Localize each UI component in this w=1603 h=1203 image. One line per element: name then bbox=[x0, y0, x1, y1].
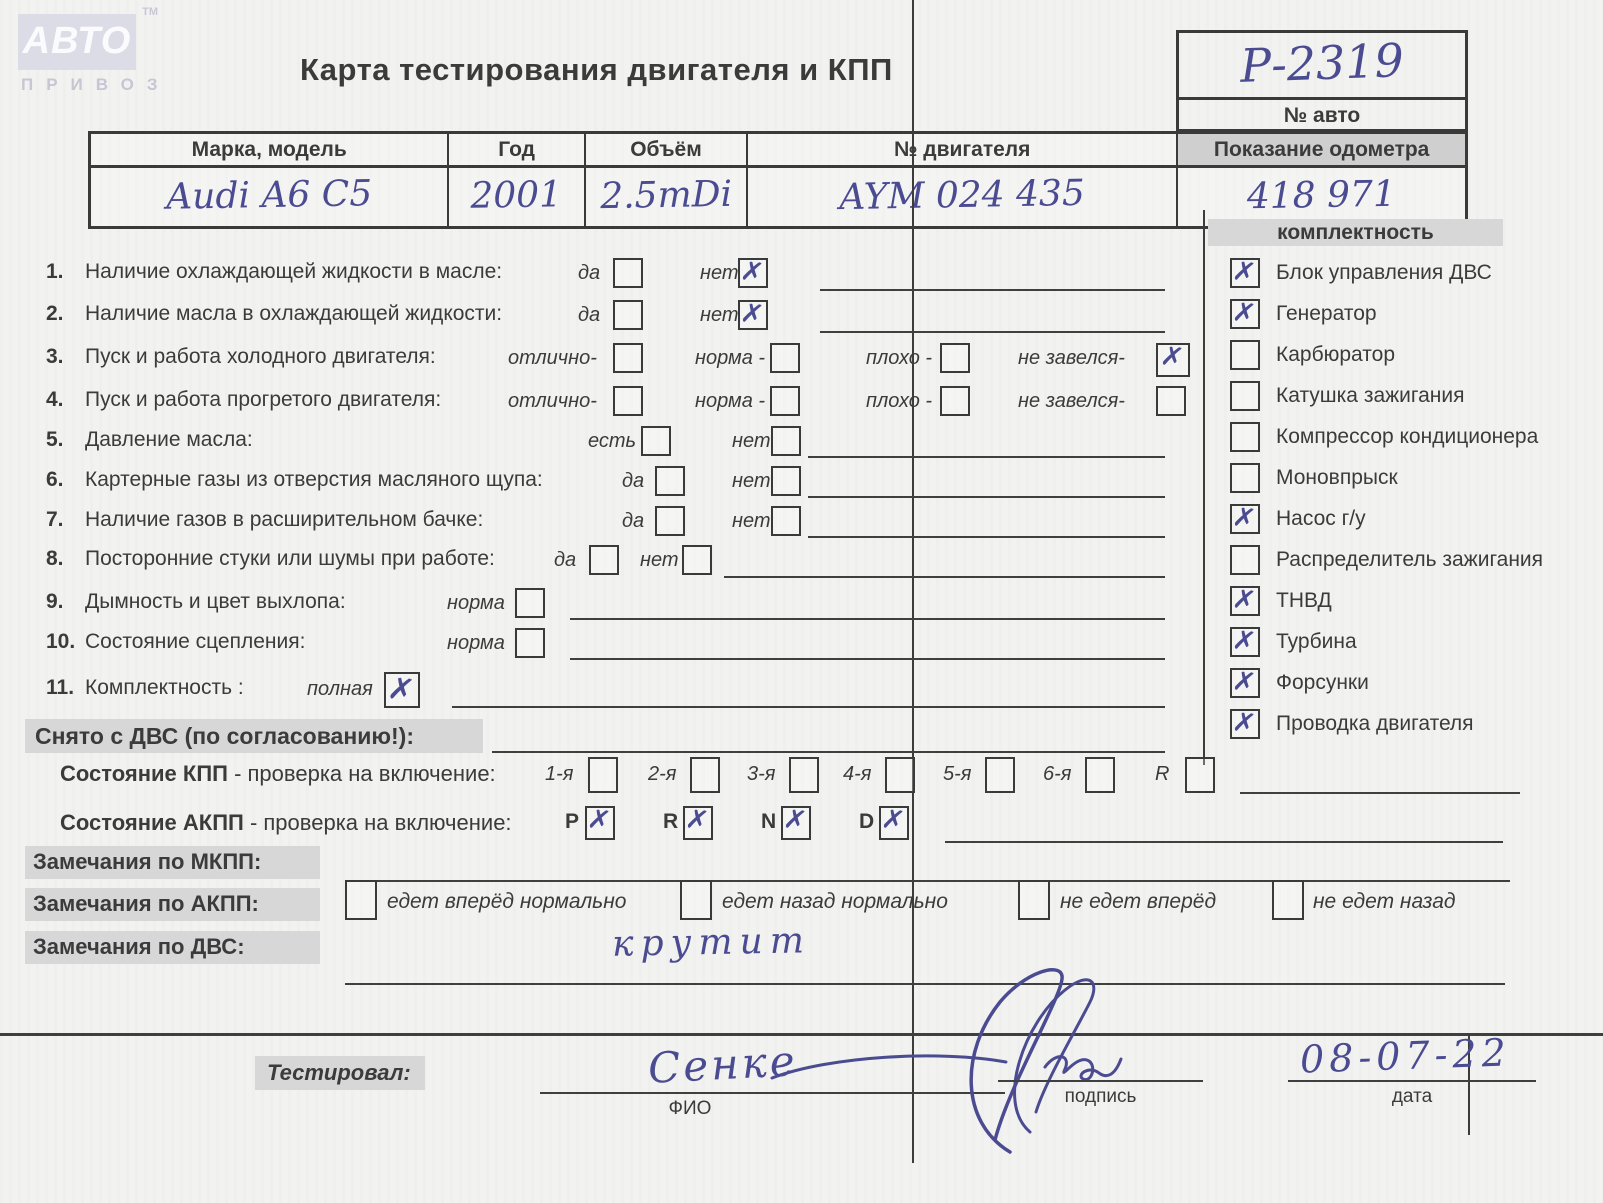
checklist-row-1 bbox=[0, 256, 1603, 296]
name-line bbox=[540, 1092, 1005, 1094]
equipment-item-label: Моновпрыск bbox=[1276, 466, 1398, 489]
checkbox-yes[interactable] bbox=[655, 466, 685, 496]
checklist-row-7 bbox=[0, 501, 1603, 544]
auto-number-value: Р-2319 bbox=[1239, 33, 1405, 93]
checkbox-no[interactable] bbox=[738, 297, 768, 332]
option-label-normal: норма - bbox=[695, 390, 766, 412]
checklist-row-5 bbox=[0, 424, 1603, 464]
check-mark-icon: ✗ bbox=[1230, 706, 1258, 741]
kpp-state-row bbox=[0, 757, 1603, 797]
option-label-normal: норма bbox=[447, 592, 505, 614]
removed-from-engine-label: Снято с ДВС (по согласованию!): bbox=[35, 723, 414, 749]
option-label-normal: норма - bbox=[695, 347, 766, 369]
remarks-dvs-value: крутит bbox=[611, 920, 812, 965]
checkbox-excellent[interactable] bbox=[613, 343, 643, 373]
checkbox-gear-6[interactable] bbox=[1085, 757, 1115, 793]
mode-r-label: R bbox=[663, 810, 679, 833]
checkbox-excellent[interactable] bbox=[613, 386, 643, 416]
row-number: 11. bbox=[46, 676, 75, 699]
row-number: 6. bbox=[46, 468, 64, 491]
row-number: 8. bbox=[46, 547, 64, 570]
checkbox-no-drive-back[interactable] bbox=[1272, 880, 1304, 920]
option-label-yes: да bbox=[578, 262, 601, 284]
drives-forward-ok-label: едет вперёд нормально bbox=[387, 890, 627, 913]
check-mark-icon: ✗ bbox=[385, 669, 417, 710]
make-model-value: Audi A6 C5 bbox=[165, 173, 373, 218]
tested-by-label: Тестировал: bbox=[267, 1060, 411, 1085]
removed-from-engine-bar bbox=[25, 719, 483, 753]
blank-line bbox=[724, 576, 1165, 578]
checkbox-gear-r[interactable] bbox=[1185, 757, 1215, 793]
odometer-cell[interactable] bbox=[1178, 168, 1465, 226]
vehicle-table bbox=[88, 131, 1468, 229]
gear-2-label: 2-я bbox=[648, 763, 677, 785]
checkbox-gear-5[interactable] bbox=[985, 757, 1015, 793]
checkbox-mode-d[interactable] bbox=[879, 803, 909, 840]
blank-line bbox=[808, 496, 1165, 498]
col-header-engine-no: № двигателя bbox=[748, 134, 1178, 168]
checkbox-normal[interactable] bbox=[770, 386, 800, 416]
row-number: 5. bbox=[46, 428, 64, 451]
row-label: Дымность и цвет выхлопа: bbox=[85, 590, 346, 613]
checklist-row-2 bbox=[0, 298, 1603, 338]
akpp-state-row bbox=[0, 803, 1603, 846]
date-caption: дата bbox=[1391, 1086, 1433, 1107]
equipment-item-label: Проводка двигателя bbox=[1276, 712, 1474, 735]
auto-number-label: № авто bbox=[1179, 97, 1465, 133]
blank-line bbox=[345, 983, 1505, 985]
checkbox-gear-2[interactable] bbox=[690, 757, 720, 793]
option-label-complete: полная bbox=[307, 678, 373, 700]
equipment-item-label: ТНВД bbox=[1276, 589, 1332, 612]
blank-line bbox=[820, 289, 1165, 291]
row-label: Пуск и работа холодного двигателя: bbox=[85, 345, 436, 368]
auto-number-box bbox=[1176, 30, 1468, 132]
option-label-bad: плохо - bbox=[866, 390, 933, 412]
checkbox-yes[interactable] bbox=[613, 300, 643, 330]
remarks-akpp-options-row bbox=[0, 880, 1603, 920]
blank-line bbox=[820, 331, 1165, 333]
check-mark-icon: ✗ bbox=[879, 803, 907, 838]
option-label-no: нет bbox=[700, 304, 739, 326]
checkbox-gear-1[interactable] bbox=[588, 757, 618, 793]
checkbox-bad[interactable] bbox=[940, 386, 970, 416]
remarks-dvs-label: Замечания по ДВС: bbox=[33, 934, 245, 959]
signature-caption: подпись bbox=[1064, 1086, 1137, 1107]
check-mark-icon: ✗ bbox=[1230, 665, 1258, 700]
checkbox-normal[interactable] bbox=[515, 588, 545, 618]
checkbox-no-drive-forward[interactable] bbox=[1018, 880, 1050, 920]
kpp-label-bold: Состояние КПП bbox=[60, 761, 228, 786]
checklist-row-9 bbox=[0, 583, 1603, 626]
checklist-row-4 bbox=[0, 384, 1603, 424]
row-label: Наличие газов в расширительном бачке: bbox=[85, 508, 484, 531]
blank-line bbox=[570, 658, 1165, 660]
blank-line bbox=[570, 618, 1165, 620]
page-title: Карта тестирования двигателя и КПП bbox=[300, 52, 893, 87]
option-label-normal: норма bbox=[447, 632, 505, 654]
checkbox-mode-p[interactable] bbox=[585, 803, 615, 840]
gear-4-label: 4-я bbox=[843, 763, 872, 785]
checklist-row-6 bbox=[0, 464, 1603, 504]
equipment-item-label: Турбина bbox=[1276, 630, 1357, 653]
row-label: Пуск и работа прогретого двигателя: bbox=[85, 388, 442, 411]
col-header-make-model: Марка, модель bbox=[91, 134, 449, 168]
blank-line bbox=[452, 706, 1165, 708]
option-label-present: есть bbox=[588, 430, 637, 452]
check-mark-icon: ✗ bbox=[1230, 501, 1258, 536]
option-label-bad: плохо - bbox=[866, 347, 933, 369]
blank-line bbox=[492, 751, 1165, 753]
trademark-label: ТМ bbox=[142, 6, 158, 18]
option-label-excellent: отлично- bbox=[508, 347, 597, 369]
checkbox-gear-4[interactable] bbox=[885, 757, 915, 793]
check-mark-icon: ✗ bbox=[683, 803, 711, 838]
row-label: Наличие масла в охлаждающей жидкости: bbox=[85, 302, 503, 325]
blank-line bbox=[945, 841, 1503, 843]
checkbox-no[interactable] bbox=[738, 255, 768, 290]
row-number: 7. bbox=[46, 508, 64, 531]
gear-5-label: 5-я bbox=[943, 763, 972, 785]
option-label-excellent: отлично- bbox=[508, 390, 597, 412]
drives-back-ok-label: едет назад нормально bbox=[722, 890, 948, 913]
mode-p-label: P bbox=[565, 810, 580, 833]
tester-name-handwriting: Сенке bbox=[646, 1036, 799, 1093]
vehicle-table-header-row bbox=[91, 134, 1465, 168]
checkbox-drives-back-ok[interactable] bbox=[680, 880, 712, 920]
option-label-no: нет bbox=[732, 470, 771, 492]
equipment-header-bar bbox=[1208, 219, 1503, 246]
option-label-no: нет bbox=[732, 430, 771, 452]
checkbox-yes[interactable] bbox=[613, 258, 643, 288]
checkbox-bad[interactable] bbox=[940, 343, 970, 373]
checkbox-no[interactable] bbox=[771, 506, 801, 536]
checkbox-no[interactable] bbox=[771, 426, 801, 456]
option-label-no: нет bbox=[732, 510, 771, 532]
option-label-no: нет bbox=[700, 262, 739, 284]
col-header-year: Год bbox=[449, 134, 585, 168]
checkbox-mode-r[interactable] bbox=[683, 803, 713, 840]
checkbox-gear-3[interactable] bbox=[789, 757, 819, 793]
checkbox-no[interactable] bbox=[771, 466, 801, 496]
row-number: 1. bbox=[46, 260, 64, 283]
row-label: Состояние сцепления: bbox=[85, 630, 306, 653]
checkbox-complete[interactable] bbox=[384, 669, 420, 710]
row-label: Картерные газы из отверстия масляного щупа: bbox=[85, 468, 543, 491]
option-label-yes: да bbox=[578, 304, 601, 326]
signature-line bbox=[998, 1080, 1203, 1082]
gear-6-label: 6-я bbox=[1043, 763, 1072, 785]
checkbox-present[interactable] bbox=[641, 426, 671, 456]
blank-line bbox=[1240, 792, 1520, 794]
logo-subtitle: ПРИВОЗ bbox=[21, 75, 171, 94]
row-number: 10. bbox=[46, 630, 76, 653]
date-line bbox=[1288, 1080, 1536, 1082]
option-label-no: нет bbox=[640, 549, 679, 571]
checkbox-drives-forward-ok[interactable] bbox=[345, 880, 377, 920]
equipment-item-label: Распределитель зажигания bbox=[1276, 548, 1544, 571]
col-header-odometer: Показание одометра bbox=[1178, 134, 1465, 168]
equipment-item-label: Блок управления ДВС bbox=[1276, 261, 1492, 284]
remarks-mkpp-bar bbox=[25, 846, 320, 879]
engine-no-cell[interactable] bbox=[748, 168, 1178, 226]
signature bbox=[940, 962, 1150, 1162]
check-mark-icon: ✗ bbox=[1230, 583, 1258, 618]
tested-by-bar bbox=[255, 1056, 425, 1090]
akpp-label-rest: - проверка на включение: bbox=[243, 810, 512, 835]
remarks-mkpp-label: Замечания по МКПП: bbox=[33, 849, 262, 874]
checklist-row-3 bbox=[0, 341, 1603, 381]
odometer-value: 418 971 bbox=[1246, 173, 1397, 218]
equipment-item-label: Генератор bbox=[1276, 302, 1377, 325]
year-value: 2001 bbox=[470, 174, 563, 217]
gear-3-label: 3-я bbox=[747, 763, 776, 785]
no-drive-back-label: не едет назад bbox=[1313, 890, 1456, 913]
check-mark-icon: ✗ bbox=[1230, 255, 1258, 290]
vehicle-table-value-row bbox=[91, 168, 1465, 226]
make-model-cell[interactable] bbox=[91, 168, 449, 226]
engine-no-value: AYM 024 435 bbox=[839, 172, 1086, 219]
equipment-item-label: Катушка зажигания bbox=[1276, 384, 1465, 407]
row-number: 4. bbox=[46, 388, 64, 411]
name-caption: ФИО bbox=[668, 1098, 712, 1119]
mode-n-label: N bbox=[761, 810, 777, 833]
blank-line bbox=[808, 456, 1165, 458]
row-label: Давление масла: bbox=[85, 428, 253, 451]
year-cell[interactable] bbox=[449, 168, 585, 226]
check-mark-icon: ✗ bbox=[1230, 624, 1258, 659]
option-label-no-start: не завелся- bbox=[1018, 390, 1125, 412]
brand-logo bbox=[18, 6, 208, 95]
date-handwriting: 08-07-22 bbox=[1299, 1030, 1512, 1082]
checkbox-engine-wiring[interactable] bbox=[1230, 706, 1260, 741]
checkbox-yes[interactable] bbox=[589, 545, 619, 575]
gear-r-label: R bbox=[1155, 763, 1170, 785]
option-label-yes: да bbox=[554, 549, 577, 571]
option-label-no-start: не завелся- bbox=[1018, 347, 1125, 369]
row-number: 2. bbox=[46, 302, 64, 325]
logo-brand-text: АВТО bbox=[22, 20, 132, 62]
blank-line bbox=[808, 536, 1165, 538]
row-label: Наличие охлаждающей жидкости в масле: bbox=[85, 260, 503, 283]
volume-value: 2.5тDi bbox=[599, 173, 733, 218]
col-header-volume: Объём bbox=[586, 134, 748, 168]
equipment-item-label: Карбюратор bbox=[1276, 343, 1396, 366]
option-label-yes: да bbox=[622, 510, 645, 532]
check-mark-icon: ✗ bbox=[738, 297, 766, 332]
checkbox-mode-n[interactable] bbox=[781, 803, 811, 840]
row-number: 9. bbox=[46, 590, 64, 613]
gear-1-label: 1-я bbox=[545, 763, 574, 785]
equipment-item-label: Компрессор кондиционера bbox=[1276, 425, 1539, 448]
checkbox-no-start[interactable] bbox=[1156, 340, 1190, 377]
logo-box bbox=[18, 6, 158, 70]
remarks-dvs-bar bbox=[25, 931, 320, 964]
check-mark-icon: ✗ bbox=[585, 803, 613, 838]
check-mark-icon: ✗ bbox=[781, 803, 809, 838]
option-label-yes: да bbox=[622, 470, 645, 492]
check-mark-icon: ✗ bbox=[1230, 296, 1258, 331]
equipment-item-label: Насос г/у bbox=[1276, 507, 1366, 530]
no-drive-forward-label: не едет вперёд bbox=[1060, 890, 1217, 913]
mode-d-label: D bbox=[859, 810, 875, 833]
equipment-item-label: Форсунки bbox=[1276, 671, 1369, 694]
akpp-label-bold: Состояние АКПП bbox=[60, 810, 244, 835]
row-label: Посторонние стуки или шумы при работе: bbox=[85, 547, 495, 570]
equipment-header-label: комплектность bbox=[1277, 221, 1434, 244]
check-mark-icon: ✗ bbox=[1158, 340, 1186, 375]
checkbox-normal[interactable] bbox=[515, 628, 545, 658]
checkbox-yes[interactable] bbox=[655, 506, 685, 536]
row-number: 3. bbox=[46, 345, 64, 368]
checklist-row-10 bbox=[0, 626, 1603, 666]
checkbox-no-start[interactable] bbox=[1156, 386, 1186, 416]
volume-cell[interactable] bbox=[586, 168, 748, 226]
check-mark-icon: ✗ bbox=[738, 255, 766, 290]
checkbox-no[interactable] bbox=[682, 545, 712, 575]
remarks-akpp-label: Замечания по АКПП: bbox=[33, 891, 259, 916]
row-label: Комплектность : bbox=[85, 676, 244, 699]
checkbox-normal[interactable] bbox=[770, 343, 800, 373]
kpp-label-rest: - проверка на включение: bbox=[227, 761, 496, 786]
